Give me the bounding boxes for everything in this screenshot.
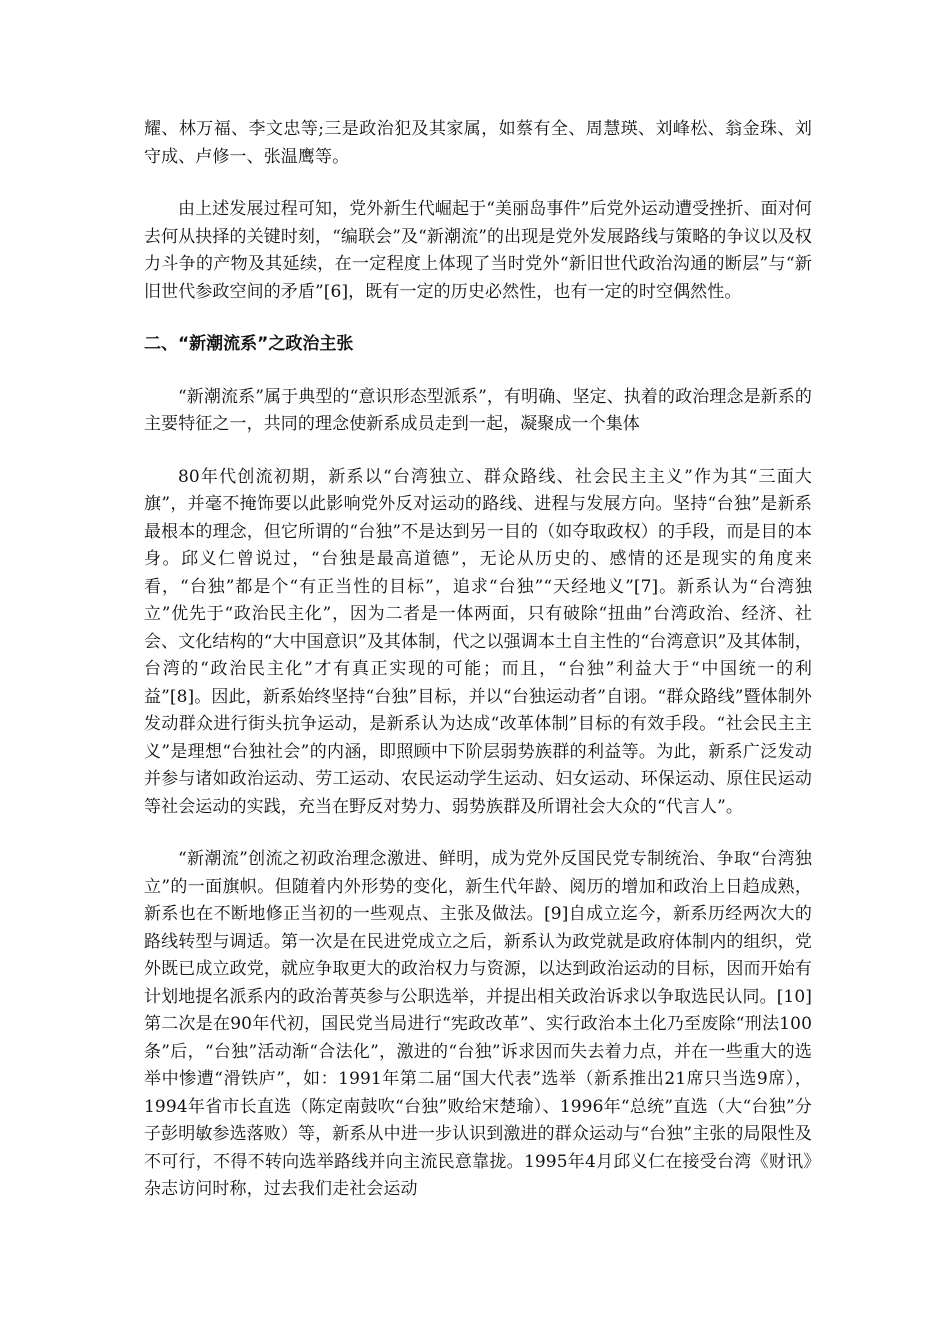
document-page [144, 116, 812, 1204]
paragraph-continuation: 耀、林万福、李文忠等;三是政治犯及其家属，如蔡有全、周慧瑛、刘峰松、翁金珠、刘守成、卢修一、张温鹰等。 [144, 119, 812, 167]
paragraph-spacer [144, 171, 812, 196]
paragraph-three-banners: 80年代创流初期，新系以“台湾独立、群众路线、社会民主主义”作为其“三面大旗”，并毫不掩饰要以此影响党外反对运动的路线、进程与发展方向。坚持“台独”是新系最根本的理念，但它所谓的“台独”不是达到另一目的（如夺取政权）的手段，而是目的本身。邱义仁曾说过，“台独是最高道德”，无论从历史的、感情的还是现实的角度来看，“台独”都是个“有正当性的目标”，追求“台独”“天经地义”[7]。新系认为“台湾独立”优先于“政治民主化”，因为二者是一体两面，只有破除“扭曲”台湾政治、经济、社会、文化结构的“大中国意识”及其体制，代之以强调本土自主性的“台湾意识”及其体制，台湾的“政治民主化”才有真正实现的可能；而且，“台独”利益大于“中国统一的利益”[8]。因此，新系始终坚持“台独”目标，并以“台独运动者”自诩。“群众路线”暨体制外发动群众进行街头抗争运动，是新系认为达成“改革体制”目标的有效手段。“社会民主主义”是理想“台独社会”的内涵，即照顾中下阶层弱势族群的利益等。为此，新系广泛发动并参与诸如政治运动、劳工运动、农民运动学生运动、妇女运动、环保运动、原住民运动等社会运动的实践，充当在野反对势力、弱势族群及所谓社会大众的“代言人”。 [144, 466, 812, 817]
paragraph-spacer [144, 821, 812, 846]
paragraph-spacer [144, 359, 812, 384]
paragraph-spacer [144, 306, 812, 331]
section-heading: 二、“新潮流系”之政治主张 [144, 334, 354, 354]
paragraph-development-summary: 由上述发展过程可知，党外新生代崛起于“美丽岛事件”后党外运动遭受挫折、面对何去何从抉择的关键时刻，“编联会”及“新潮流”的出现是党外发展路线与策略的争议以及权力斗争的产物及其延续，在一定程度上体现了当时党外“新旧世代政治沟通的断层”与“新旧世代参政空间的矛盾”[6]，既有一定的历史必然性，也有一定的时空偶然性。 [144, 199, 812, 302]
paragraph-ideology-type: “新潮流系”属于典型的“意识形态型派系”，有明确、坚定、执着的政治理念是新系的主要特征之一，共同的理念使新系成员走到一起，凝聚成一个集体 [144, 386, 812, 434]
paragraph-line-transformation: “新潮流”创流之初政治理念激进、鲜明，成为党外反国民党专制统治、争取“台湾独立”的一面旗帜。但随着内外形势的变化，新生代年龄、阅历的增加和政治上日趋成熟，新系也在不断地修正当初的一些观点、主张及做法。[9]自成立迄今，新系历经两次大的路线转型与调适。第一次是在民进党成立之后，新系认为政党就是政府体制内的组织，党外既已成立政党，就应争取更大的政治权力与资源，以达到政治运动的目标，因而开始有计划地提名派系内的政治菁英参与公职选举，并提出相关政治诉求以争取选民认同。[10]第二次是在90年代初，国民党当局进行“宪政改革”、实行政治本土化乃至废除“刑法100条”后，“台独”活动渐“合法化”，激进的“台独”诉求因而失去着力点，并在一些重大的选举中惨遭“滑铁庐”，如：1991年第二届“国大代表”选举（新系推出21席只当选9席），1994年省市长直选（陈定南鼓吹“台独”败给宋楚瑜）、1996年“总统”直选（大“台独”分子彭明敏参选落败）等，新系从中进一步认识到激进的群众运动与“台独”主张的局限性及不可行，不得不转向选举路线并向主流民意靠拢。1995年4月邱义仁在接受台湾《财讯》杂志访问时称，过去我们走社会运动 [144, 849, 812, 1199]
paragraph-spacer [144, 439, 812, 464]
